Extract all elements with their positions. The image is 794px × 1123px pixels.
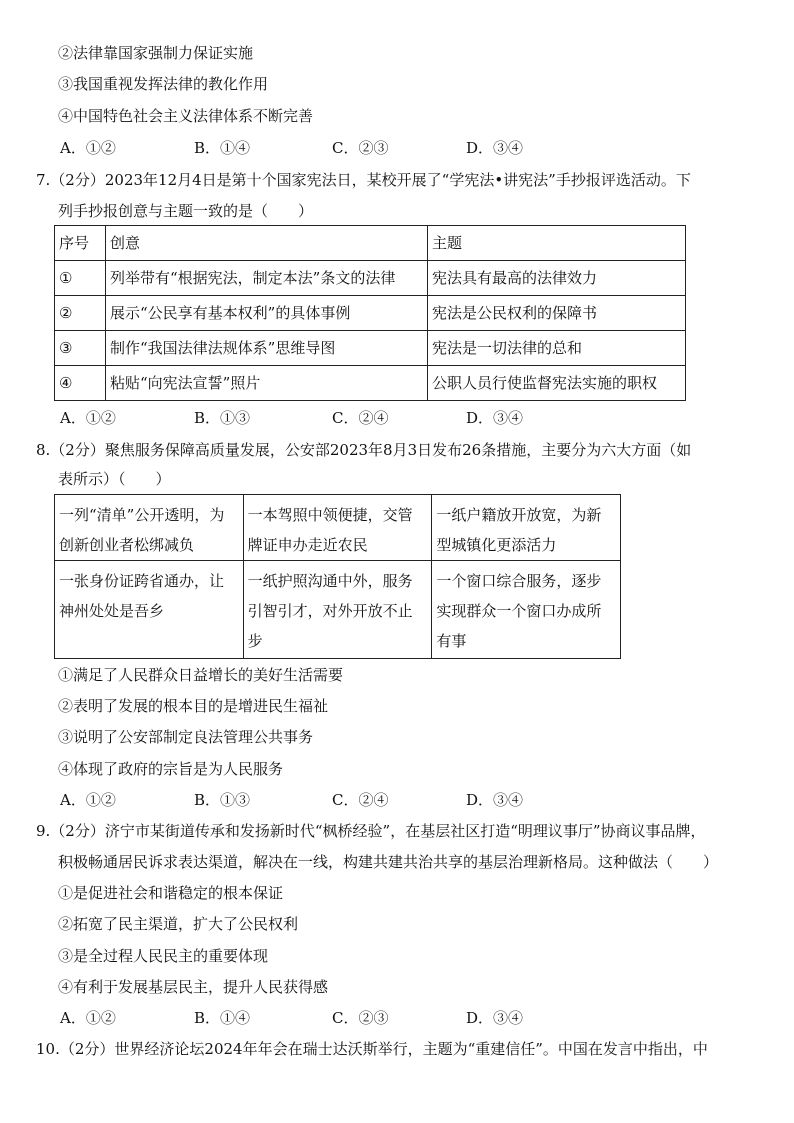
q8-cell-4: 一张身份证跨省通办，让神州处处是吾乡 <box>55 561 244 659</box>
q7-header-idea: 创意 <box>106 226 428 261</box>
q7-option-a[interactable]: A．①② <box>60 409 116 427</box>
q8-table <box>54 494 621 659</box>
q8-cell-2: 一本驾照中领便捷，交管牌证申办走近农民 <box>243 495 432 561</box>
q6-option-c[interactable]: C．②③ <box>332 139 389 157</box>
q7-row3-index: ③ <box>55 331 106 366</box>
q8-option-a[interactable]: A．①② <box>60 791 116 809</box>
q7-stem-line2: 列手抄报创意与主题一致的是（ ） <box>58 202 314 220</box>
table-row <box>55 331 686 366</box>
q7-row1-index: ① <box>55 261 106 296</box>
q9-stem-line1: 9.（2分）济宁市某街道传承和发扬新时代“枫桥经验”，在基层社区打造“明理议事厅”协商议事品牌， <box>36 822 706 840</box>
q8-stem-line1: 8.（2分）聚焦服务保障高质量发展，公安部2023年8月3日发布26条措施，主要分为六大方面（如 <box>36 441 692 459</box>
q8-statement-3: ③说明了公安部制定良法管理公共事务 <box>58 728 314 746</box>
table-row <box>55 366 686 401</box>
q9-statement-1: ①是促进社会和谐稳定的根本保证 <box>58 884 284 902</box>
q7-row1-idea: 列举带有“根据宪法，制定本法”条文的法律 <box>106 261 428 296</box>
table-row <box>55 296 686 331</box>
q8-cell-5: 一纸护照沟通中外，服务引智引才，对外开放不止步 <box>243 561 432 659</box>
q8-option-b[interactable]: B．①③ <box>194 791 251 809</box>
q6-statement-3: ③我国重视发挥法律的教化作用 <box>58 75 269 93</box>
q8-cell-1: 一列“清单”公开透明，为创新创业者松绑减负 <box>55 495 244 561</box>
q7-option-b[interactable]: B．①③ <box>194 409 251 427</box>
q9-statement-4: ④有利于发展基层民主，提升人民获得感 <box>58 978 329 996</box>
table-row <box>55 561 621 659</box>
table-row <box>55 495 621 561</box>
q9-option-c[interactable]: C．②③ <box>332 1009 389 1027</box>
q7-option-c[interactable]: C．②④ <box>332 409 389 427</box>
q9-statement-3: ③是全过程人民民主的重要体现 <box>58 947 269 965</box>
q7-stem-line1: 7.（2分）2023年12月4日是第十个国家宪法日，某校开展了“学宪法•讲宪法”手抄报评选活动。下 <box>36 171 691 189</box>
q7-row1-theme: 宪法具有最高的法律效力 <box>428 261 686 296</box>
q7-row2-theme: 宪法是公民权利的保障书 <box>428 296 686 331</box>
q7-table-header <box>55 226 686 261</box>
q9-stem-line2: 积极畅通居民诉求表达渠道，解决在一线，构建共建共治共享的基层治理新格局。这种做法（ ） <box>58 853 719 871</box>
q7-table <box>54 225 686 401</box>
q7-row2-index: ② <box>55 296 106 331</box>
q9-option-b[interactable]: B．①④ <box>194 1009 251 1027</box>
q8-stem-line2: 表所示）（ ） <box>58 470 171 488</box>
q8-cell-6: 一个窗口综合服务，逐步实现群众一个窗口办成所有事 <box>432 561 621 659</box>
q8-statement-4: ④体现了政府的宗旨是为人民服务 <box>58 760 284 778</box>
q8-option-d[interactable]: D．③④ <box>466 791 524 809</box>
q9-option-a[interactable]: A．①② <box>60 1009 116 1027</box>
q6-statement-4: ④中国特色社会主义法律体系不断完善 <box>58 107 314 125</box>
q7-row2-idea: 展示“公民享有基本权利”的具体事例 <box>106 296 428 331</box>
q8-option-c[interactable]: C．②④ <box>332 791 389 809</box>
q9-statement-2: ②拓宽了民主渠道，扩大了公民权利 <box>58 915 299 933</box>
q9-option-d[interactable]: D．③④ <box>466 1009 524 1027</box>
q8-statement-2: ②表明了发展的根本目的是增进民生福祉 <box>58 697 329 715</box>
q6-option-a[interactable]: A．①② <box>60 139 116 157</box>
q10-stem-line1: 10.（2分）世界经济论坛2024年年会在瑞士达沃斯举行，主题为“重建信任”。中国在发言中指出，中 <box>36 1040 708 1058</box>
q7-row4-index: ④ <box>55 366 106 401</box>
q7-option-d[interactable]: D．③④ <box>466 409 524 427</box>
q7-row3-idea: 制作“我国法律法规体系”思维导图 <box>106 331 428 366</box>
q7-header-index: 序号 <box>55 226 106 261</box>
q6-option-b[interactable]: B．①④ <box>194 139 251 157</box>
q8-statement-1: ①满足了人民群众日益增长的美好生活需要 <box>58 666 344 684</box>
q7-row4-idea: 粘贴“向宪法宣誓”照片 <box>106 366 428 401</box>
q6-option-d[interactable]: D．③④ <box>466 139 524 157</box>
q7-row3-theme: 宪法是一切法律的总和 <box>428 331 686 366</box>
q7-header-theme: 主题 <box>428 226 686 261</box>
q8-cell-3: 一纸户籍放开放宽，为新型城镇化更添活力 <box>432 495 621 561</box>
q7-row4-theme: 公职人员行使监督宪法实施的职权 <box>428 366 686 401</box>
q6-statement-2: ②法律靠国家强制力保证实施 <box>58 44 254 62</box>
table-row <box>55 261 686 296</box>
